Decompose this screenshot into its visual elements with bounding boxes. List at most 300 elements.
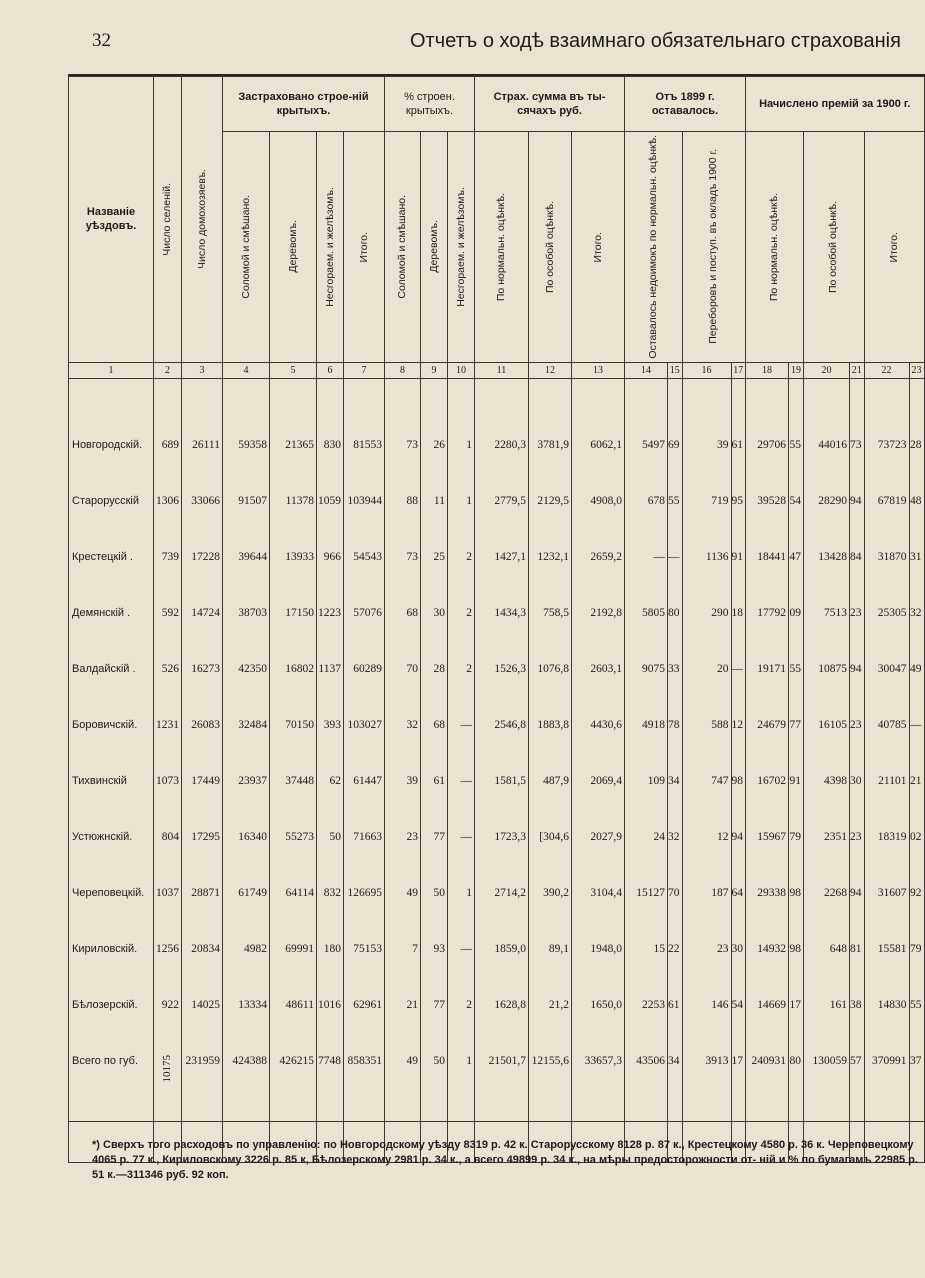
table-row (69, 495, 925, 551)
table-cell: 32 (668, 831, 683, 887)
table-cell: 23937 (223, 775, 270, 831)
district-name: Тихвинскій (69, 775, 154, 831)
table-cell: 64 (731, 887, 746, 943)
spacer-cell (270, 378, 317, 439)
table-cell: 69991 (270, 943, 317, 999)
table-cell: 6062,1 (572, 439, 625, 495)
table-cell: 61 (668, 999, 683, 1055)
table-cell: 62961 (344, 999, 385, 1055)
district-name: Бѣлозерскій. (69, 999, 154, 1055)
table-cell: 17449 (182, 775, 223, 831)
table-cell: 98 (789, 887, 804, 943)
table-cell: 17295 (182, 831, 223, 887)
table-cell: 2027,9 (572, 831, 625, 887)
table-cell: 64114 (270, 887, 317, 943)
table-cell: 11 (421, 495, 448, 551)
table-cell: 2268 (804, 887, 850, 943)
table-row (69, 439, 925, 495)
table-cell: 922 (154, 999, 182, 1055)
total-cell: 426215 (270, 1055, 317, 1122)
table-cell: 11378 (270, 495, 317, 551)
table-cell: 1016 (317, 999, 344, 1055)
table-cell: 68 (421, 719, 448, 775)
table-cell: — (731, 663, 746, 719)
spacer-cell (625, 378, 668, 439)
spacer-cell (182, 378, 223, 439)
table-cell: 12 (682, 831, 731, 887)
spacer-cell (572, 378, 625, 439)
table-cell: 16273 (182, 663, 223, 719)
table-cell: 81 (850, 943, 865, 999)
col-header-pct-wood: Деревомъ. (421, 132, 448, 363)
table-cell: 24 (625, 831, 668, 887)
table-cell: 15967 (746, 831, 789, 887)
column-number: 3 (182, 362, 223, 378)
table-cell: 14724 (182, 607, 223, 663)
table-cell: 49 (909, 663, 924, 719)
col-header-sum-normal: По нормальн. оцѣнкѣ. (475, 132, 529, 363)
table-cell: 4908,0 (572, 495, 625, 551)
table-cell: 42350 (223, 663, 270, 719)
table-cell: 13933 (270, 551, 317, 607)
table-cell: 94 (731, 831, 746, 887)
table-cell: 16802 (270, 663, 317, 719)
total-cell: 50 (421, 1055, 448, 1122)
table-cell: 28 (421, 663, 448, 719)
table-cell: 2129,5 (529, 495, 572, 551)
table-cell: 70 (385, 663, 421, 719)
table-cell: 33 (668, 663, 683, 719)
table-cell: 1136 (682, 551, 731, 607)
table-cell: 38 (850, 999, 865, 1055)
table-cell: 55 (789, 439, 804, 495)
table-cell: 25305 (864, 607, 909, 663)
spacer-cell (223, 378, 270, 439)
table-cell: 689 (154, 439, 182, 495)
table-row (69, 607, 925, 663)
table-cell: 966 (317, 551, 344, 607)
table-cell: 25 (421, 551, 448, 607)
table-cell: 109 (625, 775, 668, 831)
table-cell: 77 (421, 999, 448, 1055)
table-cell: 487,9 (529, 775, 572, 831)
spacer-cell (421, 378, 448, 439)
table-cell: 1883,8 (529, 719, 572, 775)
total-cell: 43506 (625, 1055, 668, 1122)
table-cell: 02 (909, 831, 924, 887)
group-header-percent: % строен. крытыхъ. (385, 77, 475, 132)
table-cell: 54 (731, 999, 746, 1055)
table-cell: 1256 (154, 943, 182, 999)
table-cell: 7513 (804, 607, 850, 663)
col-header-name: Названіе уѣздовъ. (69, 77, 154, 363)
table-cell: 1948,0 (572, 943, 625, 999)
table-cell: 91 (789, 775, 804, 831)
column-number: 16 (682, 362, 731, 378)
table-cell: 60289 (344, 663, 385, 719)
column-number: 20 (804, 362, 850, 378)
table-cell: 49 (385, 887, 421, 943)
table-cell: 13334 (223, 999, 270, 1055)
spacer-cell (317, 378, 344, 439)
table-cell: 15581 (864, 943, 909, 999)
column-number: 22 (864, 362, 909, 378)
table-cell: 832 (317, 887, 344, 943)
total-label: Всего по губ. (69, 1055, 154, 1122)
table-cell: 44016 (804, 439, 850, 495)
table-cell: 804 (154, 831, 182, 887)
table-cell: 24679 (746, 719, 789, 775)
table-cell: 2546,8 (475, 719, 529, 775)
group-header-insured: Застраховано строе-ній крытыхъ. (223, 77, 385, 132)
table-cell: 91 (731, 551, 746, 607)
table-cell: 14025 (182, 999, 223, 1055)
table-cell: 73 (850, 439, 865, 495)
spacer-cell (448, 378, 475, 439)
footnote: *) Сверхъ того расходовъ по управленію: по Новгородскому уѣзду 8319 р. 42 к. Старорусскому 8128 р. 87 к., Крестецкому 4580 р. 36 к. Череповецкому 4065 р. 77 к., Кириловскому 3226 р. 85 к, Бѣлозерскому 2981 р. 34 к., а всего 49899 р. 34 к., на мѣры предосторожности от- ній и % по бумагамъ 22985 р. 51 к.—311346 руб. 92 коп. (92, 1139, 918, 1181)
table-cell: 17228 (182, 551, 223, 607)
table-cell: 1 (448, 439, 475, 495)
spacer-cell (385, 378, 421, 439)
district-name: Череповецкій. (69, 887, 154, 943)
table-cell: 1628,8 (475, 999, 529, 1055)
table-cell: 89,1 (529, 943, 572, 999)
district-name: Демянскій . (69, 607, 154, 663)
table-cell: 103944 (344, 495, 385, 551)
column-number: 19 (789, 362, 804, 378)
table-cell: 23 (850, 607, 865, 663)
table-cell: 1076,8 (529, 663, 572, 719)
table-cell: 390,2 (529, 887, 572, 943)
table-cell: 758,5 (529, 607, 572, 663)
district-name: Кириловскій. (69, 943, 154, 999)
table-cell: 290 (682, 607, 731, 663)
column-number: 2 (154, 362, 182, 378)
table-cell: 17 (789, 999, 804, 1055)
district-name: Старорусскій (69, 495, 154, 551)
total-cell: 12155,6 (529, 1055, 572, 1122)
table-cell: 2 (448, 999, 475, 1055)
column-number: 15 (668, 362, 683, 378)
table-cell: [304,6 (529, 831, 572, 887)
table-cell: 38703 (223, 607, 270, 663)
table-cell: 21101 (864, 775, 909, 831)
table-cell: 93 (421, 943, 448, 999)
table-cell: 12 (731, 719, 746, 775)
table-cell: 2069,4 (572, 775, 625, 831)
table-row (69, 999, 925, 1055)
table-cell: 14669 (746, 999, 789, 1055)
district-name: Крестецкій . (69, 551, 154, 607)
column-number: 5 (270, 362, 317, 378)
table-cell: 588 (682, 719, 731, 775)
table-cell: 1526,3 (475, 663, 529, 719)
total-cell: 37 (909, 1055, 924, 1122)
spacer-cell (668, 378, 683, 439)
table-cell: 61 (731, 439, 746, 495)
table-cell: 29706 (746, 439, 789, 495)
table-row (69, 943, 925, 999)
col-header-overpaid: Переборовъ и поступ. въ окладъ 1900 г. (682, 132, 746, 363)
table-cell: 23 (850, 831, 865, 887)
table-cell: 50 (421, 887, 448, 943)
column-number: 13 (572, 362, 625, 378)
table-cell: 7 (385, 943, 421, 999)
district-name: Валдайскій . (69, 663, 154, 719)
table-cell: 40785 (864, 719, 909, 775)
table-cell: 55 (909, 999, 924, 1055)
table-cell: 18 (731, 607, 746, 663)
table-cell: 18319 (864, 831, 909, 887)
table-cell: 2 (448, 551, 475, 607)
table-cell: 719 (682, 495, 731, 551)
table-cell: 393 (317, 719, 344, 775)
table-cell: 32 (909, 607, 924, 663)
table-cell: 32 (385, 719, 421, 775)
table-cell: 31 (909, 551, 924, 607)
table-cell: — (448, 831, 475, 887)
table-cell: 77 (789, 719, 804, 775)
spacer-cell (682, 378, 731, 439)
column-number: 1 (69, 362, 154, 378)
spacer-cell (864, 378, 909, 439)
table-cell: 1037 (154, 887, 182, 943)
table-cell: 15127 (625, 887, 668, 943)
running-title: Отчетъ о ходѣ взаимнаго обязательнаго страхованія (410, 30, 901, 52)
total-cell: 57 (850, 1055, 865, 1122)
table-cell: 1232,1 (529, 551, 572, 607)
table-cell: 13428 (804, 551, 850, 607)
table-cell: 81553 (344, 439, 385, 495)
total-cell: 231959 (182, 1055, 223, 1122)
group-header-remaining: Отъ 1899 г. оставалось. (625, 77, 746, 132)
table-cell: 95 (731, 495, 746, 551)
table-cell: 1073 (154, 775, 182, 831)
total-cell: 17 (731, 1055, 746, 1122)
table-cell: — (448, 943, 475, 999)
total-cell: 21501,7 (475, 1055, 529, 1122)
table-cell: 2253 (625, 999, 668, 1055)
table-cell: 30 (731, 943, 746, 999)
column-number: 8 (385, 362, 421, 378)
table-cell: 21365 (270, 439, 317, 495)
column-number: 6 (317, 362, 344, 378)
table-cell: 1581,5 (475, 775, 529, 831)
table-cell: 1059 (317, 495, 344, 551)
table-cell: 2603,1 (572, 663, 625, 719)
col-header-wood: Деревомъ. (270, 132, 317, 363)
table-cell: 54543 (344, 551, 385, 607)
table-cell: — (909, 719, 924, 775)
table-cell: 648 (804, 943, 850, 999)
table-cell: 4398 (804, 775, 850, 831)
table-row (69, 663, 925, 719)
table-cell: 1650,0 (572, 999, 625, 1055)
table-cell: 1427,1 (475, 551, 529, 607)
column-number: 23 (909, 362, 924, 378)
table-cell: 32484 (223, 719, 270, 775)
table-row (69, 775, 925, 831)
column-number: 18 (746, 362, 789, 378)
total-cell: 424388 (223, 1055, 270, 1122)
spacer-cell (789, 378, 804, 439)
table-cell: 1223 (317, 607, 344, 663)
table-cell: 75153 (344, 943, 385, 999)
table-cell: 22 (668, 943, 683, 999)
table-cell: 78 (668, 719, 683, 775)
table-cell: 3781,9 (529, 439, 572, 495)
column-number: 14 (625, 362, 668, 378)
table-cell: 1723,3 (475, 831, 529, 887)
total-villages-vertical: 10175 (160, 1054, 173, 1083)
total-row (69, 1055, 925, 1122)
table-cell: 146 (682, 999, 731, 1055)
column-number-row (69, 362, 925, 378)
spacer-cell (909, 378, 924, 439)
table-cell: 9075 (625, 663, 668, 719)
table-cell: 48611 (270, 999, 317, 1055)
col-header-pct-fireproof: Несгораем. и желѣзомъ. (448, 132, 475, 363)
table-cell: 54 (789, 495, 804, 551)
column-number: 7 (344, 362, 385, 378)
table-cell: 31607 (864, 887, 909, 943)
table-cell: 55 (668, 495, 683, 551)
table-cell: 70 (668, 887, 683, 943)
table-cell: 21 (909, 775, 924, 831)
table-cell: 1137 (317, 663, 344, 719)
col-header-fireproof: Несгораем. и желѣзомъ. (317, 132, 344, 363)
table-cell: 57076 (344, 607, 385, 663)
table-cell: 20 (682, 663, 731, 719)
table-cell: 2779,5 (475, 495, 529, 551)
table-cell: 2714,2 (475, 887, 529, 943)
column-number: 17 (731, 362, 746, 378)
table-cell: 4430,6 (572, 719, 625, 775)
total-cell (154, 1055, 182, 1122)
table-cell: 39528 (746, 495, 789, 551)
table-cell: 67819 (864, 495, 909, 551)
table-cell: 69 (668, 439, 683, 495)
table-cell: 17150 (270, 607, 317, 663)
table-cell: 10875 (804, 663, 850, 719)
table-cell: 526 (154, 663, 182, 719)
table-body (69, 378, 925, 1162)
col-header-villages: Число селеній. (154, 77, 182, 363)
column-number: 11 (475, 362, 529, 378)
district-name: Устюжнскій. (69, 831, 154, 887)
page-number: 32 (92, 30, 111, 51)
total-cell: 240931 (746, 1055, 789, 1122)
table-cell: 2659,2 (572, 551, 625, 607)
table-cell: 2351 (804, 831, 850, 887)
col-header-total: Итого. (344, 132, 385, 363)
table-cell: 50 (317, 831, 344, 887)
col-header-sum-total: Итого. (572, 132, 625, 363)
group-header-premiums: Начислено премій за 1900 г. (746, 77, 925, 132)
table-cell: 2 (448, 607, 475, 663)
total-cell: 130059 (804, 1055, 850, 1122)
col-header-premium-normal: По нормальн. оцѣнкѣ. (746, 132, 804, 363)
table-cell: 30 (850, 775, 865, 831)
table-cell: 29338 (746, 887, 789, 943)
table-cell: 1 (448, 887, 475, 943)
total-cell: 34 (668, 1055, 683, 1122)
table-row (69, 551, 925, 607)
col-header-straw: Соломой и смѣшано. (223, 132, 270, 363)
table-cell: 16105 (804, 719, 850, 775)
table-cell: 30047 (864, 663, 909, 719)
table-cell: 161 (804, 999, 850, 1055)
table-cell: 47 (789, 551, 804, 607)
table-cell: 33066 (182, 495, 223, 551)
column-number: 9 (421, 362, 448, 378)
spacer-cell (154, 378, 182, 439)
table-cell: 61749 (223, 887, 270, 943)
table-cell: 23 (385, 831, 421, 887)
col-header-premium-total: Итого. (864, 132, 924, 363)
table-cell: 21 (385, 999, 421, 1055)
table-cell: 26083 (182, 719, 223, 775)
table-cell: 3104,4 (572, 887, 625, 943)
table-cell: 14830 (864, 999, 909, 1055)
table-cell: 1859,0 (475, 943, 529, 999)
table-cell: 09 (789, 607, 804, 663)
district-name: Боровичскій. (69, 719, 154, 775)
table-cell: 39 (385, 775, 421, 831)
total-cell: 7748 (317, 1055, 344, 1122)
table-cell: 1434,3 (475, 607, 529, 663)
table-cell: 94 (850, 887, 865, 943)
table-cell: 62 (317, 775, 344, 831)
table-cell: 94 (850, 663, 865, 719)
table-cell: 2192,8 (572, 607, 625, 663)
table-cell: 61 (421, 775, 448, 831)
column-number: 4 (223, 362, 270, 378)
table-cell: 84 (850, 551, 865, 607)
table-cell: 4918 (625, 719, 668, 775)
group-header-sum: Страх. сумма въ ты-сячахъ руб. (475, 77, 625, 132)
table-cell: 592 (154, 607, 182, 663)
column-number: 12 (529, 362, 572, 378)
table-cell: 747 (682, 775, 731, 831)
insurance-table (68, 76, 925, 1163)
district-name: Новгородскій. (69, 439, 154, 495)
table-cell: 23 (682, 943, 731, 999)
table-row (69, 831, 925, 887)
spacer-cell (850, 378, 865, 439)
table-cell: 830 (317, 439, 344, 495)
table-cell: 26 (421, 439, 448, 495)
total-cell: 1 (448, 1055, 475, 1122)
table-cell: 16340 (223, 831, 270, 887)
table-cell: 61447 (344, 775, 385, 831)
spacer-cell (529, 378, 572, 439)
total-cell: 858351 (344, 1055, 385, 1122)
table-row (69, 719, 925, 775)
table-cell: 1231 (154, 719, 182, 775)
table-cell: 77 (421, 831, 448, 887)
table-cell: 79 (909, 943, 924, 999)
total-cell: 370991 (864, 1055, 909, 1122)
table-cell: 28871 (182, 887, 223, 943)
table-cell: — (448, 719, 475, 775)
table-cell: 98 (731, 775, 746, 831)
table-cell: 98 (789, 943, 804, 999)
table-cell: 17792 (746, 607, 789, 663)
table-cell: 94 (850, 495, 865, 551)
table-cell: 73 (385, 439, 421, 495)
table-cell: 71663 (344, 831, 385, 887)
